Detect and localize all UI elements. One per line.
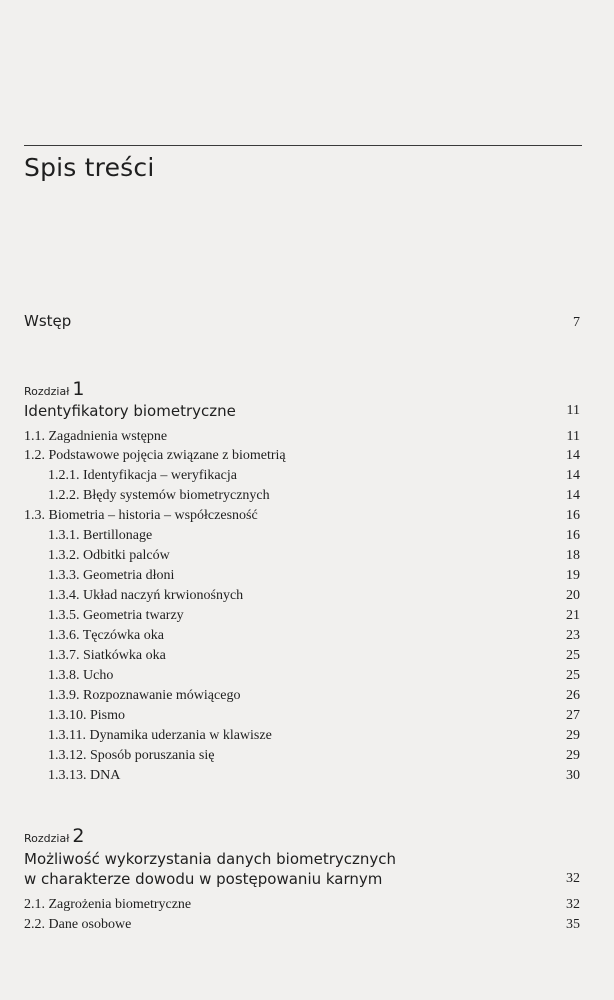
toc-entry-page: 14 <box>566 448 580 463</box>
toc-entry-page: 30 <box>566 768 580 783</box>
toc-entry <box>48 466 580 485</box>
toc-entry-page: 20 <box>566 588 580 603</box>
chapter-title-line-1: Możliwość wykorzystania danych biometrycznych <box>24 850 397 868</box>
toc-entry-label: 1.3.9. Rozpoznawanie mówiącego <box>48 688 241 703</box>
chapter-number: 1 <box>72 378 85 400</box>
toc-entry-page: 29 <box>566 748 580 763</box>
chapter-title-line-2: w charakterze dowodu w postępowaniu karnym <box>24 870 383 888</box>
toc-entry <box>24 506 580 525</box>
chapter-number: 2 <box>72 825 85 847</box>
toc-entry-page: 27 <box>566 708 580 723</box>
toc-entry <box>48 586 580 605</box>
toc-entry-label: 1.2.1. Identyfikacja – weryfikacja <box>48 468 237 483</box>
chapter-label-text: Rozdział <box>24 832 70 845</box>
toc-entry <box>48 486 580 505</box>
toc-entry-page: 23 <box>566 628 580 643</box>
toc-entry-label: 1.3.12. Sposób poruszania się <box>48 748 215 763</box>
toc-entry-label: 2.2. Dane osobowe <box>24 917 132 932</box>
toc-entry-label: 1.3.5. Geometria twarzy <box>48 608 184 623</box>
toc-entry <box>48 726 580 745</box>
toc-entry-label: 1.3.7. Siatkówka oka <box>48 648 166 663</box>
toc-entry <box>48 646 580 665</box>
toc-entry <box>48 566 580 585</box>
page-title: Spis treści <box>24 153 155 182</box>
toc-entry-label: 1.3.1. Bertillonage <box>48 528 153 543</box>
toc-entry-intro <box>24 312 580 331</box>
toc-entry-label: 2.1. Zagrożenia biometryczne <box>24 897 192 912</box>
toc-entry-page: 16 <box>566 508 580 523</box>
toc-entry-label: 1.3.13. DNA <box>48 768 121 783</box>
toc-entry-label: Wstęp <box>24 312 72 330</box>
chapter-2-heading <box>24 849 580 889</box>
toc-entry <box>48 526 580 545</box>
toc-entry-label: 1.3.11. Dynamika uderzania w klawisze <box>48 728 272 743</box>
toc-entry-label: 1.2.2. Błędy systemów biometrycznych <box>48 488 270 503</box>
toc-entry <box>48 746 580 765</box>
toc-entry-label: 1.3.8. Ucho <box>48 668 114 683</box>
toc-entry-page: 25 <box>566 668 580 683</box>
toc-entry <box>48 626 580 645</box>
toc-entry-label: 1.3.4. Układ naczyń krwionośnych <box>48 588 244 603</box>
toc-entry-page: 14 <box>566 488 580 503</box>
toc-entry-page: 21 <box>566 608 580 623</box>
toc-entry-page: 26 <box>566 688 580 703</box>
toc-entry-page: 25 <box>566 648 580 663</box>
toc-entry <box>48 666 580 685</box>
toc-entry-page: 19 <box>566 568 580 583</box>
toc-entry-label: 1.3.3. Geometria dłoni <box>48 568 175 583</box>
chapter-1-heading <box>24 401 580 421</box>
toc-entry <box>24 895 580 914</box>
toc-entry <box>24 427 580 446</box>
toc-entry-page: 35 <box>566 917 580 932</box>
toc-entry-label: 1.3. Biometria – historia – współczesność <box>24 508 258 523</box>
toc-entry <box>48 706 580 725</box>
toc-entry <box>24 446 580 465</box>
toc-entry-page: 11 <box>566 429 580 444</box>
toc-entry-page: 18 <box>566 548 580 563</box>
toc-entry <box>48 766 580 785</box>
toc-entry <box>48 686 580 705</box>
toc-entry-page: 14 <box>566 468 580 483</box>
toc-entry-page: 16 <box>566 528 580 543</box>
toc-entry-label: 1.1. Zagadnienia wstępne <box>24 429 168 444</box>
chapter-label-text: Rozdział <box>24 385 70 398</box>
toc-entry <box>24 915 580 934</box>
toc-entry-page: 7 <box>573 315 580 330</box>
toc-entry-label: 1.3.6. Tęczówka oka <box>48 628 164 643</box>
chapter-page: 32 <box>566 871 580 886</box>
toc-entry-label: 1.3.10. Pismo <box>48 708 126 723</box>
chapter-title: Identyfikatory biometryczne <box>24 402 236 420</box>
toc-entry <box>48 546 580 565</box>
toc-entry-page: 32 <box>566 897 580 912</box>
chapter-page: 11 <box>566 403 580 418</box>
toc-entry-label: 1.3.2. Odbitki palców <box>48 548 170 563</box>
chapter-1-label <box>24 378 84 400</box>
toc-entry-label: 1.2. Podstawowe pojęcia związane z biometrią <box>24 448 286 463</box>
toc-entry <box>48 606 580 625</box>
toc-entry-page: 29 <box>566 728 580 743</box>
chapter-2-label <box>24 825 84 847</box>
header-rule <box>24 145 582 146</box>
